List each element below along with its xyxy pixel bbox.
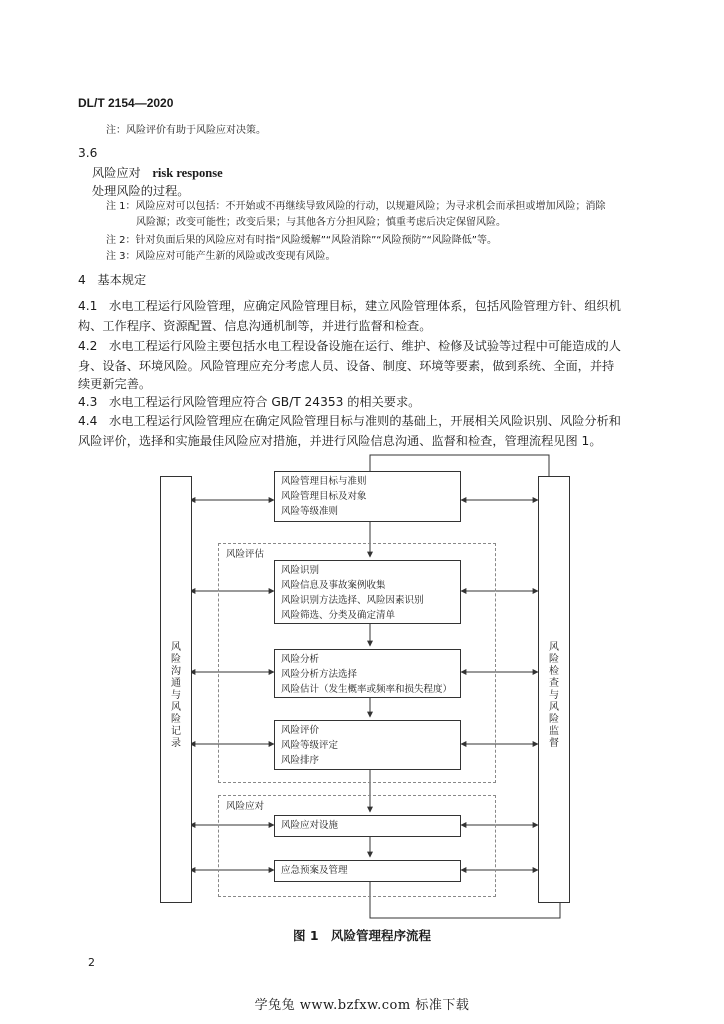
box-analysis-line: 风险分析方法选择	[281, 669, 358, 680]
box-identify-line: 风险筛选、分类及确定清单	[281, 610, 396, 621]
box-evaluation-line: 风险评价	[281, 725, 320, 736]
box-measures-label: 风险应对设施	[281, 820, 339, 831]
term-cn: 风险应对	[92, 166, 141, 180]
term-note2: 注 2：针对负面后果的风险应对有时指“风险缓解”“风险消除”“风险预防”“风险降低”等。	[106, 235, 497, 246]
right-column-label: 风险检查与风险监督	[549, 642, 559, 749]
box-evaluation-line: 风险排序	[281, 755, 320, 766]
box-analysis	[274, 649, 461, 698]
box-evaluation	[274, 720, 461, 770]
clause-4-1-line2: 构、工作程序、资源配置、信息沟通机制等，并进行监督和检查。	[78, 319, 432, 333]
clause-4-2-line3: 续更新完善。	[78, 377, 152, 391]
left-column-label: 风险沟通与风险记录	[171, 642, 181, 749]
box-emergency-label: 应急预案及管理	[281, 865, 348, 876]
note-top: 注：风险评价有助于风险应对决策。	[106, 125, 266, 136]
box-emergency	[274, 860, 461, 882]
box-goals-line: 风险等级准则	[281, 506, 339, 517]
box-identify-line: 风险识别	[281, 565, 320, 576]
box-measures	[274, 815, 461, 837]
figure-caption: 图 1 风险管理程序流程	[292, 928, 432, 943]
clause-number: 4.3	[78, 395, 98, 409]
term-number: 3.6	[78, 146, 98, 160]
box-goals-line: 风险管理目标及对象	[281, 491, 367, 502]
standard-number: DL/T 2154—2020	[78, 96, 174, 110]
clause-4-4-line2: 风险评价，选择和实施最佳风险应对措施，并进行风险信息沟通、监督和检查，管理流程见图 1。	[78, 434, 602, 448]
term-note1-line1: 注 1：风险应对可以包括：不开始或不再继续导致风险的行动，以规避风险；为寻求机会而承担或增加风险；消除	[106, 201, 606, 212]
box-identify	[274, 560, 461, 624]
clause-4-2-line2: 身、设备、环境风险。风险管理应充分考虑人员、设备、制度、环境等要素，做到系统、全面，并持	[78, 359, 615, 373]
left-column-box	[160, 476, 192, 903]
clause-text: 水电工程运行风险管理应符合 GB/T 24353 的相关要求。	[109, 395, 421, 409]
box-analysis-line: 风险分析	[281, 654, 320, 665]
section-number: 4	[78, 273, 86, 287]
group-assessment-label: 风险评估	[224, 546, 266, 560]
box-identify-line: 风险信息及事故案例收集	[281, 580, 386, 591]
section-title: 基本规定	[97, 273, 147, 287]
footer-watermark: 学兔兔 www.bzfxw.com 标准下载	[254, 998, 470, 1013]
page-number: 2	[88, 956, 95, 969]
term-definition: 处理风险的过程。	[92, 184, 190, 198]
clause-number: 4.1	[78, 299, 98, 313]
clause-text: 水电工程运行风险管理应在确定风险管理目标与准则的基础上，开展相关风险识别、风险分析和	[109, 414, 621, 428]
group-response-label: 风险应对	[224, 798, 266, 812]
clause-text: 水电工程运行风险管理，应确定风险管理目标，建立风险管理体系，包括风险管理方针、组织机	[109, 299, 621, 313]
clause-number: 4.2	[78, 339, 98, 353]
box-goals	[274, 471, 461, 522]
box-goals-line: 风险管理目标与准则	[281, 476, 367, 487]
term-en: risk response	[152, 166, 223, 180]
box-evaluation-line: 风险等级评定	[281, 740, 339, 751]
clause-text: 水电工程运行风险主要包括水电工程设备设施在运行、维护、检修及试验等过程中可能造成的人	[109, 339, 621, 353]
box-identify-line: 风险识别方法选择、风险因素识别	[281, 595, 424, 606]
clause-number: 4.4	[78, 414, 98, 428]
box-analysis-line: 风险估计（发生概率或频率和损失程度）	[281, 684, 453, 695]
term-note3: 注 3：风险应对可能产生新的风险或改变现有风险。	[106, 251, 336, 262]
right-column-box	[538, 476, 570, 903]
term-note1-line2: 风险源；改变可能性；改变后果；与其他各方分担风险；慎重考虑后决定保留风险。	[136, 217, 506, 228]
